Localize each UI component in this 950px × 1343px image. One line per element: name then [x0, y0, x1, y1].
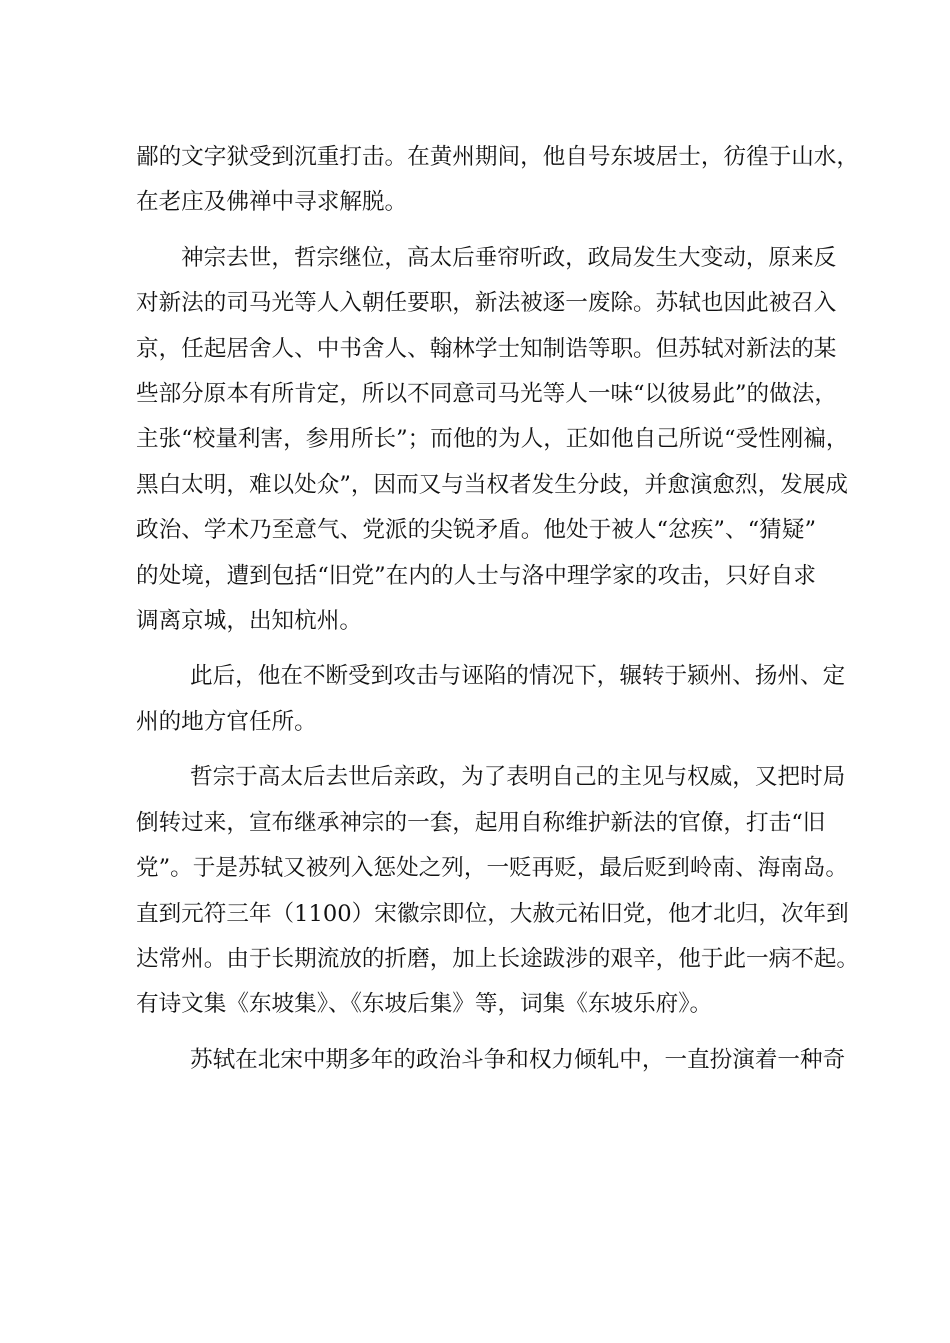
paragraph-2	[136, 236, 849, 645]
text-line: 政治、学术乃至意气、党派的尖锐矛盾。他处于被人“忿疾”、“猜疑”	[136, 517, 816, 544]
text-line: 的处境，遭到包括“旧党”在内的人士与洛中理学家的攻击，只好自求	[136, 562, 816, 589]
text-line: 神宗去世，哲宗继位，高太后垂帘听政，政局发生大变动，原来反	[181, 244, 837, 271]
paragraph-4	[136, 755, 859, 1027]
text-line: 哲宗于高太后去世后亲政，为了表明自己的主见与权威，又把时局	[190, 764, 846, 791]
text-line: 鄙的文字狱受到沉重打击。在黄州期间，他自号东坡居士，彷徨于山水，	[136, 144, 859, 170]
text-line: 黑白太明，难以处众”，因而又与当权者发生分歧，并愈演愈烈，发展成	[136, 471, 848, 498]
paragraph-5	[136, 1038, 846, 1083]
text-line: 京，任起居舍人、中书舍人、翰林学士知制诰等职。但苏轼对新法的某	[136, 335, 837, 362]
paragraph-3	[136, 654, 846, 745]
text-line: 有诗文集《东坡集》、《东坡后集》等，词集《东坡乐府》。	[136, 991, 713, 1018]
text-line: 调离京城，出知杭州。	[136, 608, 362, 635]
text-line: 党”。于是苏轼又被列入惩处之列，一贬再贬，最后贬到岭南、海南岛。	[136, 855, 848, 882]
paragraph-1	[136, 135, 859, 226]
text-line: 对新法的司马光等人入朝任要职，新法被逐一废除。苏轼也因此被召入	[136, 290, 837, 317]
text-line: 直到元符三年（1100）宋徽宗即位，大赦元祐旧党，他才北归，次年到	[136, 900, 849, 927]
document-page	[136, 135, 859, 1093]
text-line: 达常州。由于长期流放的折磨，加上长途跋涉的艰辛，他于此一病不起。	[136, 945, 859, 972]
text-line: 倒转过来，宣布继承神宗的一套，起用自称维护新法的官僚，打击“旧	[136, 809, 826, 836]
text-line: 主张“校量利害，参用所长”；而他的为人，正如他自己所说“受性刚褊，	[136, 426, 849, 453]
text-line: 此后，他在不断受到攻击与诬陷的情况下，辗转于颍州、扬州、定	[190, 663, 846, 690]
text-line: 些部分原本有所肯定，所以不同意司马光等人一味“以彼易此”的做法，	[136, 381, 837, 408]
text-line: 苏轼在北宋中期多年的政治斗争和权力倾轧中，一直扮演着一种奇	[190, 1046, 846, 1073]
text-line: 州的地方官任所。	[136, 708, 317, 735]
text-line: 在老庄及佛禅中寻求解脱。	[136, 189, 408, 216]
